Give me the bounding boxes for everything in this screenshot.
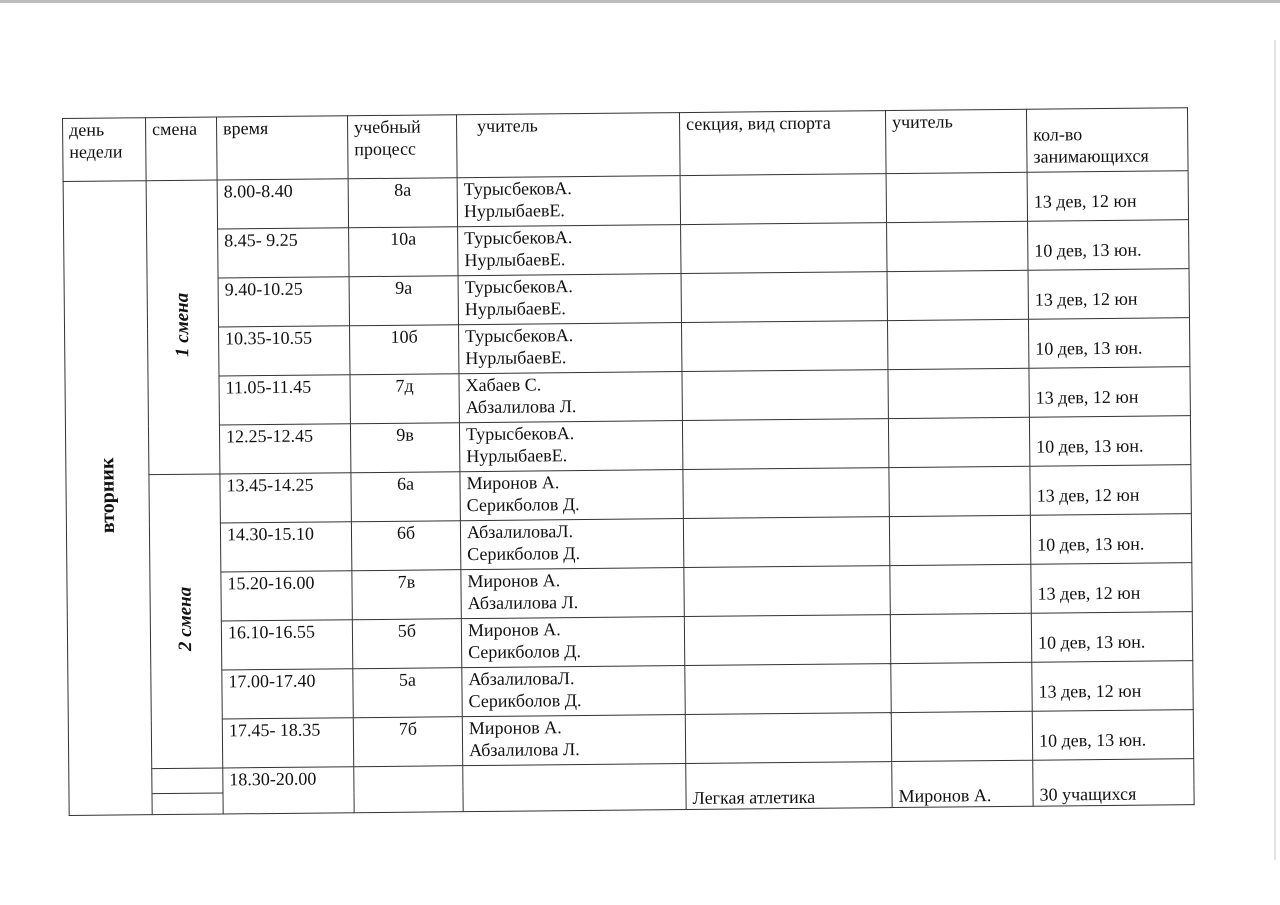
teacher2-cell bbox=[889, 466, 1030, 516]
time-cell: 8.45- 9.25 bbox=[218, 228, 349, 278]
section-cell bbox=[681, 321, 887, 372]
count-value: 10 дев, 13 юн. bbox=[1037, 533, 1145, 555]
sport-teacher2-cell: Миронов А. bbox=[892, 760, 1033, 807]
teacher-name: Серикболов Д. bbox=[467, 543, 581, 565]
teacher2-cell bbox=[886, 172, 1027, 222]
teacher-cell bbox=[462, 666, 685, 717]
header-row bbox=[63, 108, 1189, 182]
teacher-cell bbox=[457, 176, 680, 227]
teacher2-cell bbox=[888, 368, 1029, 418]
count-cell bbox=[1032, 661, 1193, 712]
section-cell bbox=[682, 370, 888, 421]
class-cell: 7в bbox=[352, 570, 461, 620]
count-value: 10 дев, 13 юн. bbox=[1037, 631, 1146, 653]
shift-empty-cell bbox=[152, 768, 223, 794]
teacher-name: НурлыбаевЕ. bbox=[464, 298, 566, 320]
section-cell bbox=[685, 713, 891, 764]
count-value: 13 дев, 12 юн bbox=[1035, 386, 1139, 408]
teacher-cell bbox=[459, 421, 682, 472]
sport-time-cell: 18.30-20.00 bbox=[223, 767, 354, 814]
teacher-name: ТурысбековА. bbox=[465, 423, 575, 445]
day-cell bbox=[63, 181, 152, 816]
schedule-sheet bbox=[62, 107, 1195, 816]
count-value: 13 дев, 12 юн bbox=[1034, 288, 1138, 310]
teacher-name: АбзалиловаЛ. bbox=[468, 668, 575, 690]
shift2-label: 2 смена bbox=[174, 586, 197, 652]
count-value: 13 дев, 12 юн bbox=[1037, 582, 1141, 604]
header-section: секция, вид спорта bbox=[679, 111, 886, 176]
count-value: 13 дев, 12 юн bbox=[1036, 484, 1140, 506]
class-cell: 6а bbox=[351, 472, 460, 522]
count-cell bbox=[1028, 220, 1189, 271]
teacher-cell bbox=[461, 568, 684, 619]
teacher2-cell bbox=[891, 662, 1032, 712]
header-day: день недели bbox=[63, 118, 147, 182]
teacher-cell bbox=[460, 519, 683, 570]
schedule-table bbox=[62, 107, 1195, 816]
count-value: 13 дев, 12 юн bbox=[1033, 190, 1137, 212]
header-teacher: учитель bbox=[456, 113, 680, 178]
teacher-name: ТурысбековА. bbox=[463, 178, 572, 200]
class-cell: 9а bbox=[349, 276, 458, 326]
time-cell: 10.35-10.55 bbox=[219, 326, 350, 376]
count-cell bbox=[1031, 612, 1192, 663]
teacher-name: ТурысбековА. bbox=[464, 227, 573, 249]
section-cell bbox=[681, 272, 887, 323]
teacher-name: НурлыбаевЕ. bbox=[465, 347, 567, 369]
teacher-name: Абзалилова Л. bbox=[467, 592, 579, 614]
teacher2-cell bbox=[887, 319, 1028, 369]
teacher-name: НурлыбаевЕ. bbox=[464, 249, 566, 271]
time-cell: 8.00-8.40 bbox=[217, 179, 348, 229]
count-value: 13 дев, 12 юн bbox=[1038, 680, 1142, 702]
class-cell: 7б bbox=[353, 717, 462, 767]
count-cell bbox=[1029, 367, 1190, 418]
header-count: кол-во занимающихся bbox=[1026, 108, 1188, 173]
day-label: вторник bbox=[96, 457, 119, 534]
class-cell: 9в bbox=[350, 423, 459, 473]
time-cell: 14.30-15.10 bbox=[220, 522, 351, 572]
time-cell: 15.20-16.00 bbox=[221, 571, 352, 621]
count-cell bbox=[1032, 710, 1193, 761]
header-shift: смена bbox=[146, 117, 218, 181]
header-time: время bbox=[216, 116, 348, 180]
class-cell: 10а bbox=[349, 227, 458, 277]
class-cell: 5а bbox=[353, 668, 462, 718]
time-cell: 13.45-14.25 bbox=[220, 473, 351, 523]
sport-class-cell bbox=[354, 766, 463, 813]
sport-section-cell: Легкая атлетика bbox=[686, 762, 892, 810]
section-cell bbox=[680, 174, 886, 225]
teacher-name: Хабаев С. bbox=[465, 374, 542, 396]
count-cell bbox=[1028, 269, 1189, 320]
teacher2-cell bbox=[888, 417, 1029, 467]
time-cell: 17.45- 18.35 bbox=[222, 718, 353, 768]
teacher-name: НурлыбаевЕ. bbox=[466, 445, 568, 467]
teacher-cell bbox=[458, 274, 681, 325]
scan-edge-right bbox=[1274, 40, 1276, 860]
count-value: 10 дев, 13 юн. bbox=[1034, 239, 1142, 261]
scan-edge-top bbox=[0, 0, 1280, 3]
shift1-label: 1 смена bbox=[171, 292, 194, 358]
teacher-name: Серикболов Д. bbox=[468, 641, 582, 663]
teacher-name: Миронов А. bbox=[467, 570, 561, 592]
teacher2-cell bbox=[890, 613, 1031, 663]
time-cell: 17.00-17.40 bbox=[222, 669, 353, 719]
count-cell bbox=[1027, 171, 1188, 222]
teacher2-cell bbox=[889, 515, 1030, 565]
sport-count-cell: 30 учащихся bbox=[1033, 759, 1194, 807]
teacher-name: АбзалиловаЛ. bbox=[466, 521, 574, 543]
shift2-cell bbox=[149, 474, 223, 769]
count-value: 10 дев, 13 юн. bbox=[1035, 337, 1143, 359]
sport-teacher-cell bbox=[463, 764, 686, 812]
shift-empty-cell bbox=[152, 793, 223, 815]
class-cell: 10б bbox=[350, 325, 459, 375]
count-cell bbox=[1028, 318, 1189, 369]
teacher-name: Миронов А. bbox=[466, 472, 560, 494]
time-cell: 16.10-16.55 bbox=[221, 620, 352, 670]
class-cell: 7д bbox=[350, 374, 459, 424]
section-cell bbox=[683, 468, 889, 519]
teacher-name: Миронов А. bbox=[468, 717, 562, 739]
teacher2-cell bbox=[887, 221, 1028, 271]
count-value: 10 дев, 13 юн. bbox=[1038, 729, 1147, 751]
count-cell bbox=[1030, 514, 1191, 565]
teacher-name: Серикболов Д. bbox=[466, 494, 580, 516]
count-cell bbox=[1031, 563, 1192, 614]
teacher-name: Абзалилова Л. bbox=[468, 739, 580, 761]
time-cell: 9.40-10.25 bbox=[218, 277, 349, 327]
shift1-cell bbox=[146, 180, 220, 475]
section-cell bbox=[684, 615, 890, 666]
class-cell: 5б bbox=[352, 619, 461, 669]
teacher-cell bbox=[459, 372, 682, 423]
section-cell bbox=[683, 517, 889, 568]
teacher-name: НурлыбаевЕ. bbox=[463, 200, 565, 222]
teacher-name: Абзалилова Л. bbox=[465, 396, 577, 418]
section-cell bbox=[685, 664, 891, 715]
section-cell bbox=[681, 223, 887, 274]
teacher2-cell bbox=[890, 564, 1031, 614]
time-cell: 12.25-12.45 bbox=[219, 424, 350, 474]
teacher-cell bbox=[461, 617, 684, 668]
teacher-cell bbox=[458, 225, 681, 276]
teacher-name: Миронов А. bbox=[467, 619, 561, 641]
time-cell: 11.05-11.45 bbox=[219, 375, 350, 425]
count-cell bbox=[1029, 416, 1190, 467]
section-cell bbox=[684, 566, 890, 617]
class-cell: 8а bbox=[348, 178, 457, 228]
teacher2-cell bbox=[887, 270, 1028, 320]
teacher-cell bbox=[462, 715, 685, 766]
class-cell: 6б bbox=[351, 521, 460, 571]
teacher-name: ТурысбековА. bbox=[465, 325, 574, 347]
teacher-name: Серикболов Д. bbox=[468, 690, 582, 712]
header-teacher2: учитель bbox=[885, 109, 1027, 173]
header-process: учебный процесс bbox=[347, 115, 457, 179]
teacher-cell bbox=[459, 323, 682, 374]
count-cell bbox=[1030, 465, 1191, 516]
teacher2-cell bbox=[891, 711, 1032, 761]
teacher-cell bbox=[460, 470, 683, 521]
teacher-name: ТурысбековА. bbox=[464, 276, 573, 298]
section-cell bbox=[682, 419, 888, 470]
count-value: 10 дев, 13 юн. bbox=[1036, 435, 1144, 457]
